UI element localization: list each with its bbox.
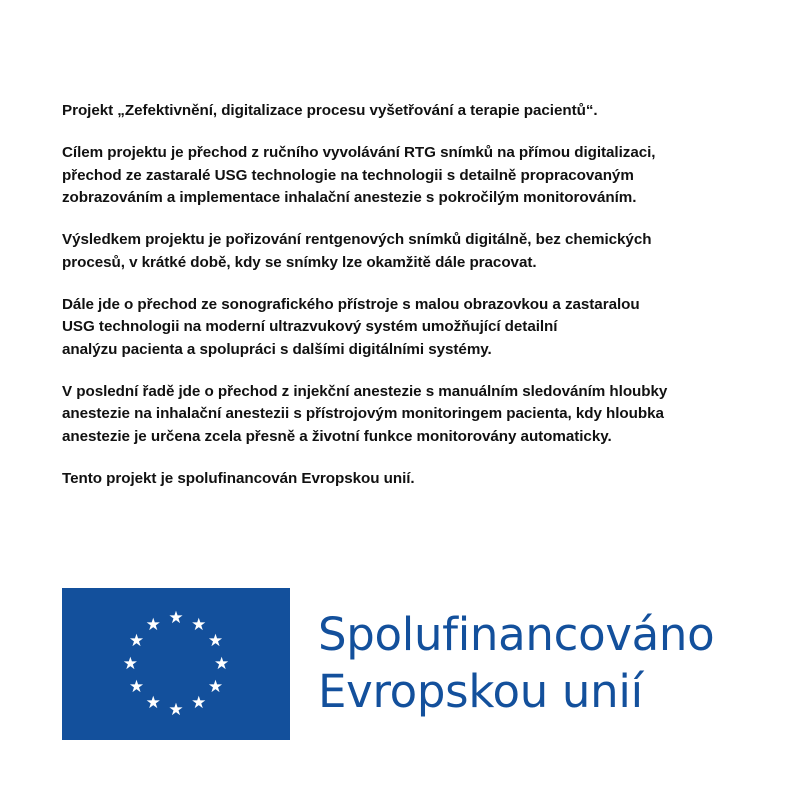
paragraph-project-result bbox=[62, 229, 745, 274]
eu-emblem-text bbox=[318, 607, 714, 720]
paragraph-project-usg bbox=[62, 294, 745, 361]
paragraph-line: procesů, v krátké době, kdy se snímky lze okamžitě dále pracovat. bbox=[62, 253, 537, 271]
eu-emblem-text-line: Evropskou unií bbox=[318, 665, 643, 718]
paragraph-project-funding bbox=[62, 468, 745, 490]
paragraph-line: Cílem projektu je přechod z ručního vyvolávání RTG snímků na přímou digitalizaci, bbox=[62, 144, 656, 162]
paragraph-line: Projekt „Zefektivnění, digitalizace procesu vyšetřování a terapie pacientů“. bbox=[62, 102, 598, 119]
eu-emblem bbox=[62, 588, 714, 740]
paragraph-line: Dále jde o přechod ze sonografického přístroje s malou obrazovkou a zastaralou bbox=[62, 296, 640, 314]
paragraph-line: anestezie na inhalační anestezii s přístrojovým monitoringem pacienta, kdy hloubka bbox=[62, 405, 664, 423]
paragraph-project-anesthesia bbox=[62, 381, 745, 448]
paragraph-line: analýzu pacienta a spolupráci s dalšími digitálními systémy. bbox=[62, 340, 492, 358]
paragraph-project-goal bbox=[62, 142, 745, 209]
eu-flag-icon: ★ ★ ★ ★ ★ ★ ★ ★ ★ ★ ★ ★ bbox=[62, 588, 290, 740]
paragraph-line: USG technologii na moderní ultrazvukový systém umožňující detailní bbox=[62, 318, 558, 336]
paragraph-line: anestezie je určena zcela přesně a životní funkce monitorovány automaticky. bbox=[62, 427, 612, 445]
paragraph-line: zobrazováním a implementace inhalační anestezie s pokročilým monitorováním. bbox=[62, 189, 637, 207]
paragraph-line: přechod ze zastaralé USG technologie na technologii s detailně propracovaným bbox=[62, 166, 634, 184]
paragraph-line: Tento projekt je spolufinancován Evropskou unií. bbox=[62, 470, 415, 488]
paragraph-line: Výsledkem projektu je pořizování rentgenových snímků digitálně, bez chemických bbox=[62, 231, 652, 249]
paragraph-line: V poslední řadě jde o přechod z injekční anestezie s manuálním sledováním hloubky bbox=[62, 383, 668, 401]
eu-emblem-text-line: Spolufinancováno bbox=[318, 608, 715, 662]
paragraph-project-title bbox=[62, 100, 745, 122]
